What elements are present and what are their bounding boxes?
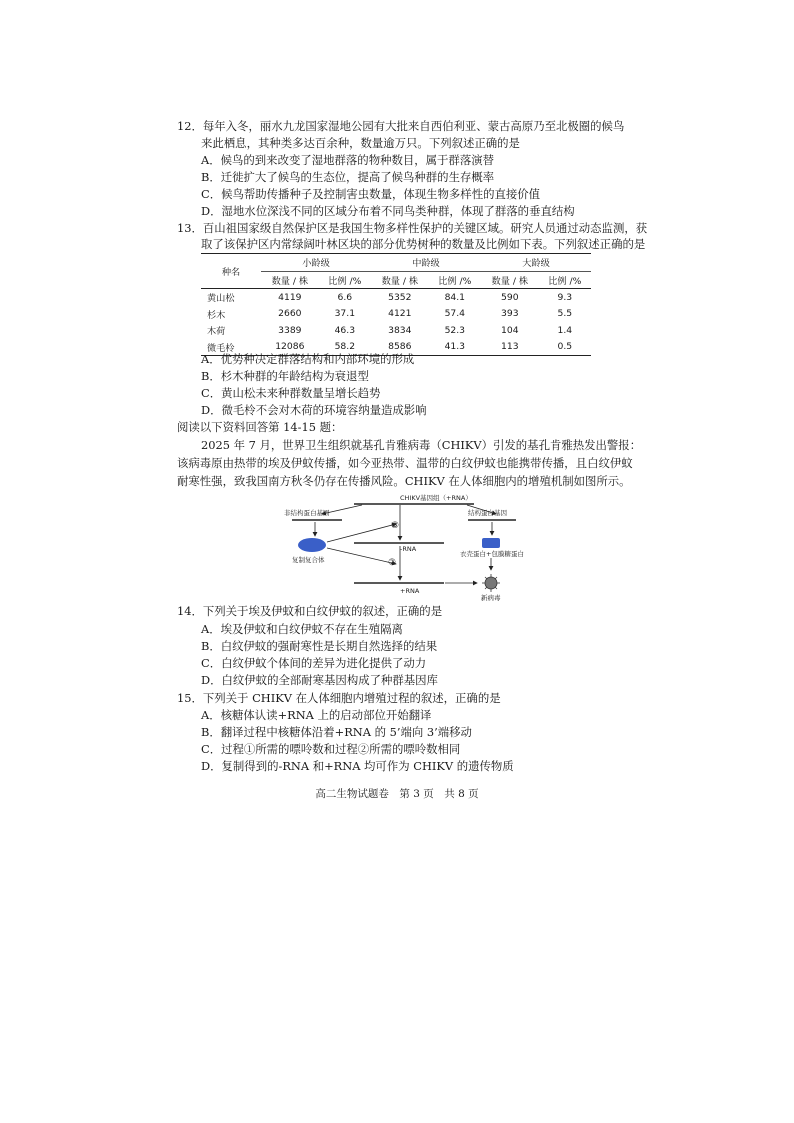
table-cell: 0.5 [539, 339, 591, 356]
q14-option-c: C．白纹伊蚊个体间的差异为进化提供了动力 [201, 656, 427, 670]
table-cell: 9.3 [557, 291, 573, 303]
plus-rna-label: +RNA [400, 587, 420, 595]
q12-stem-line2: 来此栖息，其种类多达百余种，数量逾万只。下列叙述正确的是 [201, 136, 520, 150]
reading-para-line2: 该病毒原由热带的埃及伊蚊传播，如今亚热带、温带的白纹伊蚊也能携带传播，且白纹伊蚊 [177, 456, 633, 470]
q13-option-a: A．优势种决定群落结构和内部环境的形成 [201, 352, 415, 366]
table-cell: 1.4 [557, 324, 573, 336]
table-cell: 4121 [388, 308, 412, 320]
species-name: 木荷 [207, 326, 226, 338]
q14-option-b: B．白纹伊蚊的强耐寒性是长期自然选择的结果 [201, 639, 438, 653]
q12-option-b: B．迁徙扩大了候鸟的生态位，提高了候鸟种群的生存概率 [201, 170, 495, 184]
table-cell: 84.1 [444, 291, 466, 303]
subheader: 数量 / 株 [371, 271, 429, 289]
reading-para-line3: 耐寒性强，致我国南方秋冬仍存在传播风险。CHIKV 在人体细胞内的增殖机制如图所示。 [177, 474, 631, 488]
q12-option-a: A．候鸟的到来改变了湿地群落的物种数目，属于群落演替 [201, 153, 494, 167]
q13-option-d: D．微毛柃不会对木荷的环境容纳量造成影响 [201, 403, 427, 417]
chikv-replication-diagram [282, 490, 572, 602]
q13-stem-line2: 取了该保护区内常绿阔叶林区块的部分优势树种的数量及比例如下表。下列叙述正确的是 [201, 237, 646, 251]
q13-option-c: C．黄山松未来种群数量呈增长趋势 [201, 386, 381, 400]
table-cell: 37.1 [334, 308, 356, 320]
q15-option-c: C．过程①所需的嘌呤数和过程②所需的嘌呤数相同 [201, 742, 461, 756]
species-name: 黄山松 [207, 293, 235, 305]
arrow-complex-to-step2 [327, 548, 396, 564]
table-row [201, 306, 591, 323]
replication-complex-shape [298, 538, 326, 552]
table-row [201, 289, 591, 306]
q15-stem: 15．下列关于 CHIKV 在人体细胞内增殖过程的叙述，正确的是 [177, 691, 501, 705]
minus-rna-label: -RNA [400, 545, 417, 553]
genome-label: CHIKV基因组（+RNA） [400, 494, 472, 502]
subheader: 比例 /% [539, 271, 591, 289]
reading-para-line1: 2025 年 7 月，世界卫生组织就基孔肯雅病毒（CHIKV）引发的基孔肯雅热发出警报： [201, 438, 642, 452]
species-name: 杉木 [207, 309, 226, 321]
step3-label: ③ [391, 521, 400, 531]
q13-stem-line1: 13．百山祖国家级自然保护区是我国生物多样性保护的关键区域。研究人员通过动态监测，获 [177, 221, 648, 235]
nonstructural-gene-label: 非结构蛋白基因 [284, 509, 330, 517]
capsid-protein-shape [482, 538, 500, 548]
table-row [201, 322, 591, 339]
table-cell: 46.3 [334, 324, 356, 336]
new-virus-label: 新病毒 [481, 594, 501, 602]
replication-complex-label: 复制复合体 [292, 556, 325, 564]
q14-option-a: A．埃及伊蚊和白纹伊蚊不存在生殖隔离 [201, 622, 403, 636]
subheader: 数量 / 株 [481, 271, 539, 289]
new-virus-icon [482, 574, 500, 592]
species-name: 微毛柃 [201, 339, 261, 356]
capsid-label: 衣壳蛋白+包膜糖蛋白 [460, 550, 524, 558]
table-cell: 2660 [278, 308, 302, 320]
structural-gene-label: 结构蛋白基因 [468, 509, 507, 517]
subheader: 比例 /% [319, 271, 371, 289]
step2-label: ② [388, 558, 397, 568]
page-footer: 高二生物试题卷 第 3 页 共 8 页 [315, 788, 479, 800]
species-header: 种名 [201, 254, 261, 289]
q15-option-a: A．核糖体认读+RNA 上的启动部位开始翻译 [201, 708, 432, 722]
q14-option-d: D．白纹伊蚊的全部耐寒基因构成了种群基因库 [201, 673, 438, 687]
subheader: 数量 / 株 [261, 271, 319, 289]
table-cell: 4119 [278, 291, 302, 303]
table-cell: 3389 [278, 324, 302, 336]
table-cell: 5352 [388, 291, 412, 303]
q14-stem: 14．下列关于埃及伊蚊和白纹伊蚊的叙述，正确的是 [177, 604, 443, 618]
table-cell: 3834 [388, 324, 412, 336]
table-cell: 8586 [371, 339, 429, 356]
group-large: 大龄级 [481, 254, 591, 272]
q12-option-c: C．候鸟帮助传播种子及控制害虫数量，体现生物多样性的直接价值 [201, 187, 541, 201]
table-cell: 113 [481, 339, 539, 356]
table-cell: 590 [501, 291, 519, 303]
tree-age-table [201, 253, 591, 356]
group-small: 小龄级 [261, 254, 371, 272]
table-cell: 12086 [261, 339, 319, 356]
subheader: 比例 /% [429, 271, 481, 289]
q13-option-b: B．杉木种群的年龄结构为衰退型 [201, 369, 369, 383]
table-cell: 5.5 [557, 308, 573, 320]
arrow-complex-to-step3 [327, 524, 396, 542]
q15-option-b: B．翻译过程中核糖体沿着+RNA 的 5’端向 3’端移动 [201, 725, 472, 739]
q12-option-d: D．湿地水位深浅不同的区域分布着不同鸟类种群，体现了群落的垂直结构 [201, 204, 575, 218]
group-middle: 中龄级 [371, 254, 481, 272]
table-cell: 58.2 [319, 339, 371, 356]
q15-option-d: D．复制得到的-RNA 和+RNA 均可作为 CHIKV 的遗传物质 [201, 759, 514, 773]
q12-stem-line1: 12．每年入冬，丽水九龙国家湿地公园有大批来自西伯利亚、蒙古高原乃至北极圈的候鸟 [177, 119, 625, 133]
table-cell: 52.3 [444, 324, 466, 336]
table-cell: 57.4 [444, 308, 466, 320]
table-cell: 41.3 [429, 339, 481, 356]
table-cell: 6.6 [337, 291, 353, 303]
table-cell: 104 [501, 324, 519, 336]
table-cell: 393 [501, 308, 519, 320]
reading-intro: 阅读以下资料回答第 14-15 题： [177, 420, 343, 434]
